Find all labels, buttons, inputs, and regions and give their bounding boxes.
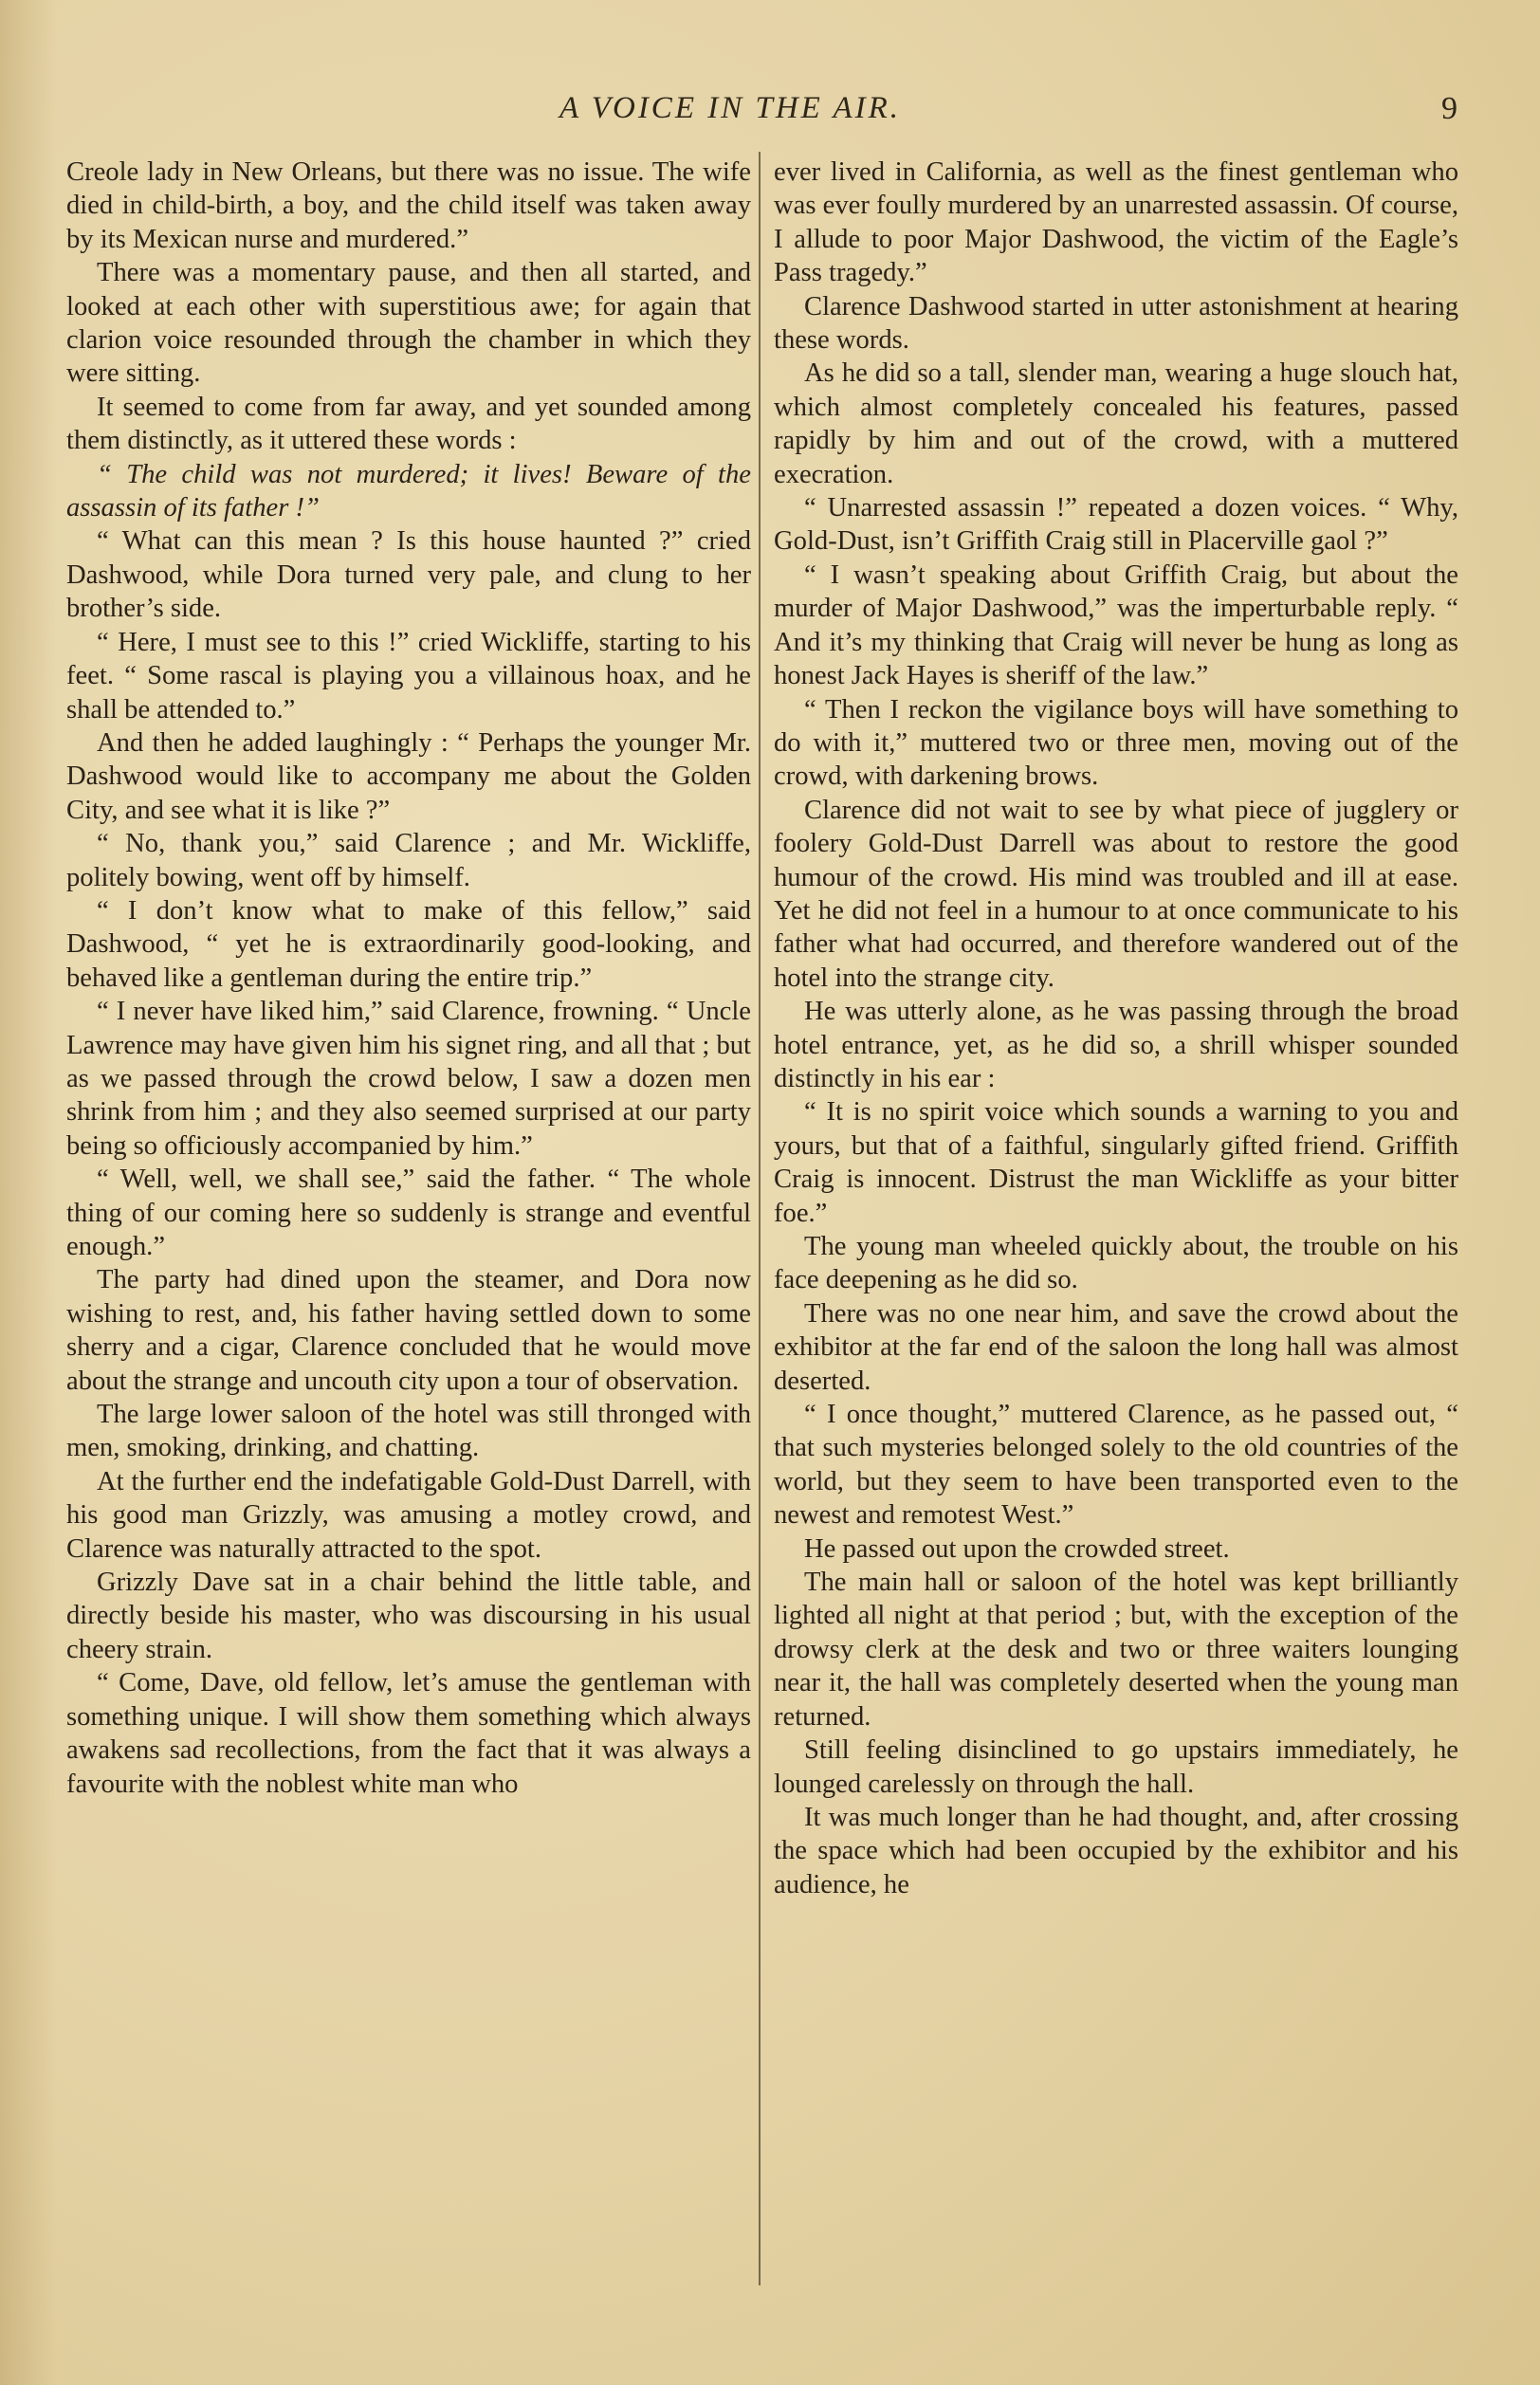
paragraph: As he did so a tall, slender man, wearing a huge slouch hat, which almost completely concealed his features, passed rapidly by him and out of the crowd, with a muttered execration. xyxy=(774,358,1458,489)
paragraph: Still feeling disinclined to go upstairs immediately, he lounged carelessly on through the hall. xyxy=(774,1735,1458,1799)
paragraph: “ The child was not murdered; it lives! Beware of the assassin of its father !” xyxy=(66,459,751,523)
paragraph: The main hall or saloon of the hotel was kept brilliantly lighted all night at that period ; but, with the exception of the drowsy clerk at the desk and two or three waiters lounging near it, the hall was completely deserted when the young man returned. xyxy=(774,1568,1458,1732)
paragraph: “ I never have liked him,” said Clarence, frowning. “ Uncle Lawrence may have given him his signet ring, and all that ; but as we passed through the crowd below, I saw a dozen men shrink from him ; and they also seemed surprised at our party being so officiously accompanied by him.” xyxy=(66,997,751,1161)
paragraph: He was utterly alone, as he was passing through the broad hotel entrance, yet, as he did so, a shrill whisper sounded distinctly in his ear : xyxy=(774,997,1458,1093)
running-header xyxy=(0,91,1540,138)
paragraph: Grizzly Dave sat in a chair behind the little table, and directly beside his master, who was discoursing in his usual cheery strain. xyxy=(66,1568,751,1664)
paragraph: “ No, thank you,” said Clarence ; and Mr. Wickliffe, politely bowing, went off by himself. xyxy=(66,829,751,892)
page-edge-stain xyxy=(0,0,57,2385)
paragraph: It seemed to come from far away, and yet sounded among them distinctly, as it uttered these words : xyxy=(66,392,751,456)
paragraph: At the further end the indefatigable Gold-Dust Darrell, with his good man Grizzly, was amusing a motley crowd, and Clarence was naturally attracted to the spot. xyxy=(66,1466,751,1564)
column-divider xyxy=(759,152,761,2285)
paragraph: The young man wheeled quickly about, the trouble on his face deepening as he did so. xyxy=(774,1232,1458,1295)
left-column xyxy=(66,156,751,1801)
paragraph: “ Come, Dave, old fellow, let’s amuse the gentleman with something unique. I will show them something which always awakens sad recollections, from the fact that it was always a favourite with the noblest white man who xyxy=(66,1668,751,1799)
paragraph: Creole lady in New Orleans, but there was no issue. The wife died in child-birth, a boy, and the child itself was taken away by its Mexican nurse and murdered.” xyxy=(66,157,751,254)
paragraph: “ Unarrested assassin !” repeated a dozen voices. “ Why, Gold-Dust, isn’t Griffith Craig still in Placerville gaol ?” xyxy=(774,493,1458,557)
paragraph: It was much longer than he had thought, and, after crossing the space which had been occupied by the exhibitor and his audience, he xyxy=(774,1802,1458,1899)
running-title: A VOICE IN THE AIR. xyxy=(559,91,902,125)
paragraph: He passed out upon the crowded street. xyxy=(804,1533,1230,1564)
paragraph: “ What can this mean ? Is this house haunted ?” cried Dashwood, while Dora turned very pale, and clung to her brother’s side. xyxy=(66,526,751,624)
paragraph: “ Then I reckon the vigilance boys will have something to do with it,” muttered two or three men, moving out of the crowd, with darkening brows. xyxy=(774,694,1458,792)
paragraph: “ I don’t know what to make of this fellow,” said Dashwood, “ yet he is extraordinarily good-looking, and behaved like a gentleman during the entire trip.” xyxy=(66,895,751,993)
paragraph: Clarence did not wait to see by what piece of jugglery or foolery Gold-Dust Darrell was about to restore the good humour of the crowd. His mind was troubled and ill at ease. Yet he did not feel in a humour to at once communicate to his father what had occurred, and therefore wandered out of the hotel into the strange city. xyxy=(774,795,1458,993)
paragraph: “ I once thought,” muttered Clarence, as he passed out, “ that such mysteries belonged solely to the old countries of the world, but they seem to have been transported even to the newest and remotest West.” xyxy=(774,1400,1458,1531)
paragraph: There was no one near him, and save the crowd about the exhibitor at the far end of the saloon the long hall was almost deserted. xyxy=(774,1298,1458,1396)
paragraph: “ Here, I must see to this !” cried Wickliffe, starting to his feet. “ Some rascal is playing you a villainous hoax, and he shall be attended to.” xyxy=(66,627,751,725)
paragraph: “ It is no spirit voice which sounds a warning to you and yours, but that of a faithful, singularly gifted friend. Griffith Craig is innocent. Distrust the man Wickliffe as your bitter foe.” xyxy=(774,1097,1458,1228)
paragraph: “ Well, well, we shall see,” said the father. “ The whole thing of our coming here so suddenly is strange and eventful enough.” xyxy=(66,1165,751,1261)
paragraph: ever lived in California, as well as the finest gentleman who was ever foully murdered by an unarrested assassin. Of course, I allude to poor Major Dashwood, the victim of the Eagle’s Pass tragedy.” xyxy=(774,157,1458,288)
paragraph: The party had dined upon the steamer, and Dora now wishing to rest, and, his father having settled down to some sherry and a cigar, Clarence concluded that he would move about the strange and uncouth city upon a tour of observation. xyxy=(66,1265,751,1396)
paragraph: Clarence Dashwood started in utter astonishment at hearing these words. xyxy=(774,291,1458,356)
page-number: 9 xyxy=(1441,91,1458,126)
paragraph: And then he added laughingly : “ Perhaps the younger Mr. Dashwood would like to accompany me about the Golden City, and see what it is like ?” xyxy=(66,727,751,825)
paragraph: The large lower saloon of the hotel was still thronged with men, smoking, drinking, and chatting. xyxy=(66,1400,751,1463)
paragraph: “ I wasn’t speaking about Griffith Craig, but about the murder of Major Dashwood,” was the imperturbable reply. “ And it’s my thinking that Craig will never be hung as long as honest Jack Hayes is sheriff of the law.” xyxy=(774,560,1458,691)
paragraph: There was a momentary pause, and then all started, and looked at each other with superstitious awe; for again that clarion voice resounded through the chamber in which they were sitting. xyxy=(66,258,751,389)
right-column xyxy=(774,156,1458,1901)
